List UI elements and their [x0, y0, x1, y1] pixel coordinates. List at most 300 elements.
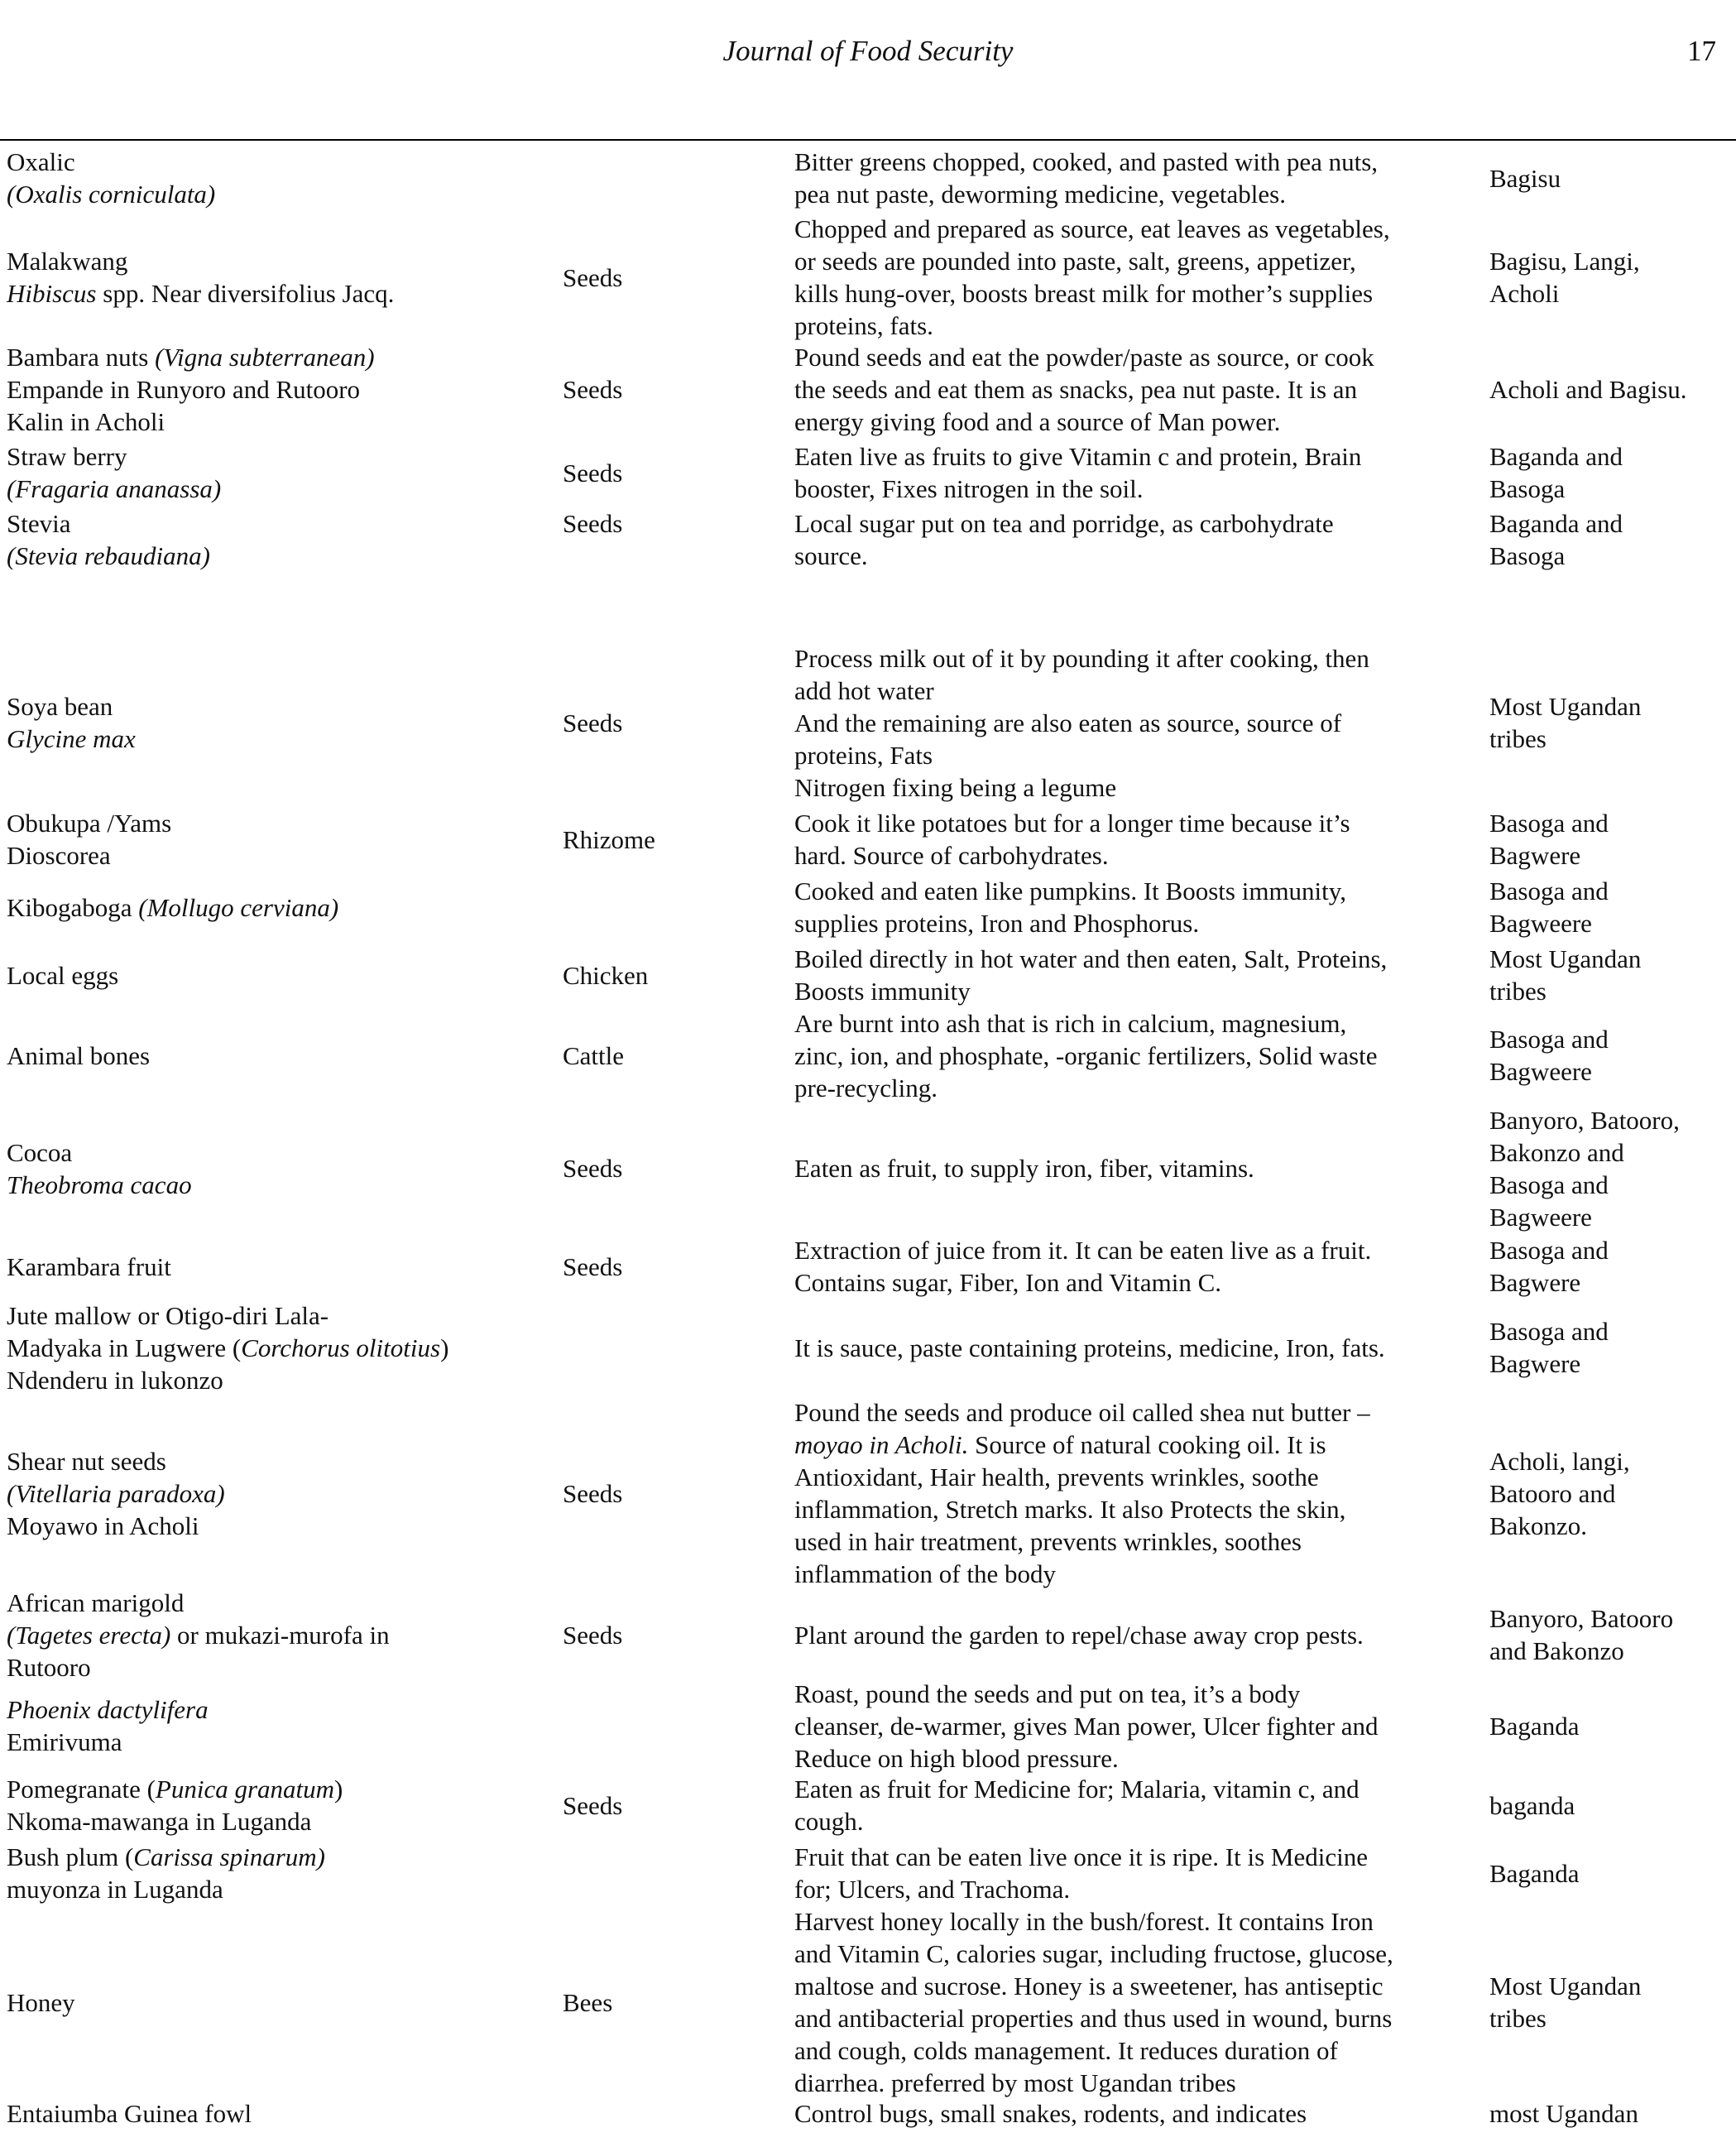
uses-cell — [794, 1102, 1456, 1235]
uses-cell-line — [794, 707, 1456, 739]
tribes-cell-line — [1489, 1201, 1729, 1233]
table-row — [0, 2097, 1736, 2147]
tribes-cell — [1489, 1009, 1729, 1102]
source-cell — [563, 1589, 778, 1680]
table-row — [0, 214, 1736, 341]
uses-cell-line — [794, 675, 1456, 707]
uses-cell-line — [794, 341, 1456, 373]
food-name-cell — [7, 1589, 553, 1680]
source-cell — [563, 142, 778, 214]
food-name-cell-line — [7, 723, 553, 755]
uses-cell-line — [794, 1970, 1456, 2002]
text-segment: Acholi, langi, — [1489, 1446, 1630, 1476]
tribes-cell-line — [1489, 507, 1729, 540]
text-segment: Nitrogen fixing being a legume — [794, 772, 1117, 802]
food-name-cell-line — [7, 1841, 553, 1873]
food-name-cell-line — [7, 1805, 553, 1837]
tribes-cell — [1489, 941, 1729, 1009]
table-row — [0, 142, 1736, 214]
source-cell — [563, 1235, 778, 1298]
uses-cell — [794, 1589, 1456, 1680]
text-segment: Bambara nuts — [7, 343, 156, 372]
italic-text: (Vitellaria paradoxa) — [7, 1478, 225, 1508]
text-segment: Boosts immunity — [794, 977, 971, 1006]
tribes-cell-line — [1489, 473, 1729, 505]
tribes-cell-line — [1489, 1104, 1729, 1136]
table-row — [0, 1589, 1736, 1680]
source-cell-text: Rhizome — [563, 824, 655, 854]
food-name-cell — [7, 1009, 553, 1102]
text-segment: Cooked and eaten like pumpkins. It Boosts immunity, — [794, 877, 1347, 905]
tribes-cell-line — [1489, 875, 1729, 907]
text-segment: baganda — [1489, 1790, 1575, 1820]
tribes-cell-line — [1489, 162, 1729, 195]
italic-text: Theobroma cacao — [7, 1170, 192, 1199]
text-segment: Baganda — [1489, 1858, 1580, 1888]
uses-cell-line — [794, 943, 1456, 975]
tribes-cell — [1489, 142, 1729, 214]
food-name-cell-line — [7, 373, 553, 406]
text-segment: inflammation, Stretch marks. It also Protects the skin, — [794, 1495, 1346, 1524]
text-segment: Kalin in Acholi — [7, 407, 165, 436]
tribes-cell — [1489, 2097, 1729, 2147]
tribes-cell — [1489, 805, 1729, 873]
uses-cell — [794, 640, 1456, 805]
food-name-cell — [7, 873, 553, 941]
text-segment: Acholi and Bagisu. — [1489, 375, 1687, 404]
source-cell — [563, 805, 778, 873]
tribes-cell — [1489, 1397, 1729, 1589]
text-segment: source. — [794, 541, 868, 570]
table-row — [0, 1298, 1736, 1397]
source-cell-text: Seeds — [563, 1478, 623, 1508]
text-segment: spp. Near diversifolius Jacq. — [96, 279, 395, 308]
text-segment: Bagisu — [1489, 163, 1561, 193]
text-segment: muyonza in Luganda — [7, 1875, 223, 1904]
text-segment: Baganda and — [1489, 509, 1623, 538]
source-cell-text: Seeds — [563, 509, 623, 538]
text-segment: proteins, fats. — [794, 311, 933, 340]
tribes-cell-line — [1489, 975, 1729, 1007]
text-segment: Eaten as fruit for Medicine for; Malaria, vitamin c, and — [794, 1775, 1360, 1804]
source-cell — [563, 1102, 778, 1235]
food-name-cell-line — [7, 839, 553, 872]
source-cell — [563, 873, 778, 941]
tribes-cell-line — [1489, 1055, 1729, 1088]
tribes-cell-line — [1489, 1857, 1729, 1890]
text-segment: Chopped and prepared as source, eat leaves as vegetables, — [794, 214, 1390, 243]
tribes-cell — [1489, 640, 1729, 805]
food-name-cell-line — [7, 1299, 553, 1332]
food-name-cell-line — [7, 1477, 553, 1510]
uses-cell-line — [794, 1805, 1456, 1837]
text-segment: ) — [440, 1333, 449, 1362]
tribes-cell — [1489, 1102, 1729, 1235]
uses-cell-line — [794, 213, 1456, 245]
text-segment: Shear nut seeds — [7, 1446, 166, 1476]
text-segment: diarrhea. preferred by most Ugandan tribes — [794, 2068, 1236, 2097]
text-segment: Dioscorea — [7, 841, 111, 870]
text-segment: proteins, Fats — [794, 740, 933, 770]
text-segment: Bagweere — [1489, 909, 1592, 938]
uses-cell — [794, 1839, 1456, 1907]
text-segment: Emirivuma — [7, 1727, 122, 1756]
italic-text: Glycine max — [7, 724, 136, 753]
tribes-cell-line — [1489, 373, 1729, 406]
food-name-cell — [7, 2097, 553, 2147]
table-row — [0, 1907, 1736, 2097]
source-cell — [563, 507, 778, 640]
text-segment: Harvest honey locally in the bush/forest. It contains Iron — [794, 1907, 1374, 1936]
text-segment: the seeds and eat them as snacks, pea nut paste. It is an — [794, 375, 1358, 404]
text-segment: Basoga and — [1489, 809, 1609, 838]
table-row — [0, 341, 1736, 438]
tribes-cell-line — [1489, 690, 1729, 723]
table-top-rule — [0, 139, 1736, 141]
food-name-cell-line — [7, 540, 553, 572]
text-segment: Acholi — [1489, 279, 1560, 308]
source-cell — [563, 438, 778, 507]
uses-cell-line — [794, 1742, 1456, 1775]
source-cell-text: Cattle — [563, 1040, 625, 1070]
text-segment: Bagweere — [1489, 1202, 1592, 1232]
text-segment: Soya bean — [7, 692, 113, 721]
text-segment: and Vitamin C, calories sugar, including fructose, glucose, — [794, 1939, 1393, 1968]
uses-cell-line — [794, 1493, 1456, 1525]
uses-cell-line — [794, 1461, 1456, 1493]
food-name-cell-line — [7, 341, 553, 373]
text-segment: Bagwere — [1489, 1349, 1581, 1378]
tribes-cell-line — [1489, 907, 1729, 939]
tribes-cell-line — [1489, 839, 1729, 872]
food-name-cell-line — [7, 440, 553, 473]
tribes-cell-line — [1489, 1477, 1729, 1510]
text-segment: tribes — [1489, 977, 1547, 1006]
food-name-cell — [7, 142, 553, 214]
text-segment: Stevia — [7, 509, 71, 538]
uses-cell-line — [794, 310, 1456, 342]
tribes-cell-line — [1489, 943, 1729, 975]
text-segment: Banyoro, Batooro, — [1489, 1105, 1680, 1135]
tribes-cell — [1489, 438, 1729, 507]
table-row — [0, 1009, 1736, 1102]
food-name-cell-line — [7, 1040, 553, 1072]
tribes-cell — [1489, 1298, 1729, 1397]
text-segment: Reduce on high blood pressure. — [794, 1743, 1119, 1773]
text-segment: Basoga and — [1489, 1236, 1609, 1265]
uses-cell — [794, 1009, 1456, 1102]
text-segment: pre-recycling. — [794, 1073, 938, 1102]
uses-cell-line — [794, 1525, 1456, 1558]
tribes-cell — [1489, 214, 1729, 341]
food-name-cell-line — [7, 1587, 553, 1619]
text-segment: Bitter greens chopped, cooked, and pasted with pea nuts, — [794, 147, 1379, 176]
text-segment: Pound the seeds and produce oil called shea nut butter – — [794, 1398, 1370, 1427]
food-name-cell-line — [7, 1445, 553, 1477]
uses-cell-line — [794, 1234, 1456, 1266]
tribes-cell-line — [1489, 2002, 1729, 2034]
text-segment: kills hung-over, boosts breast milk for mother’s supplies — [794, 279, 1374, 308]
tribes-cell-line — [1489, 245, 1729, 277]
text-segment: cleanser, de-warmer, gives Man power, Ulcer fighter and — [794, 1711, 1379, 1741]
text-segment: for; Ulcers, and Trachoma. — [794, 1875, 1071, 1904]
text-segment: Source of natural cooking oil. It is — [968, 1430, 1326, 1459]
source-cell — [563, 1839, 778, 1907]
uses-cell — [794, 1907, 1456, 2097]
table-row — [0, 873, 1736, 941]
text-segment: Fruit that can be eaten live once it is ripe. It is Medicine — [794, 1842, 1368, 1871]
text-segment: or seeds are pounded into paste, salt, greens, appetizer, — [794, 247, 1356, 276]
food-name-cell — [7, 1235, 553, 1298]
uses-cell — [794, 2097, 1456, 2147]
text-segment: Animal bones — [7, 1040, 151, 1070]
uses-cell-line — [794, 1558, 1456, 1590]
uses-cell-line — [794, 373, 1456, 406]
text-segment: Madyaka in Lugwere ( — [7, 1333, 242, 1362]
text-segment: add hot water — [794, 675, 934, 705]
italic-text: (Fragaria ananassa) — [7, 474, 222, 503]
source-cell-text: Seeds — [563, 1251, 623, 1281]
text-segment: tribes — [1489, 2004, 1547, 2033]
tribes-cell-line — [1489, 1266, 1729, 1299]
uses-cell-line — [794, 642, 1456, 675]
tribes-cell-line — [1489, 1635, 1729, 1667]
text-segment: most Ugandan — [1489, 2099, 1638, 2128]
text-segment: Batooro and — [1489, 1478, 1616, 1508]
text-segment: Obukupa /Yams — [7, 809, 172, 838]
uses-cell-line — [794, 2034, 1456, 2067]
food-name-cell-line — [7, 1364, 553, 1396]
text-segment: energy giving food and a source of Man power. — [794, 407, 1281, 436]
uses-cell-line — [794, 1678, 1456, 1710]
uses-cell-line — [794, 2002, 1456, 2034]
journal-title: Journal of Food Security — [722, 35, 1014, 67]
source-cell-text: Bees — [563, 1987, 613, 2017]
food-name-cell-line — [7, 1873, 553, 1905]
text-segment: Cocoa — [7, 1137, 73, 1167]
italic-text: (Stevia rebaudiana) — [7, 541, 210, 570]
tribes-cell — [1489, 1907, 1729, 2097]
table-row — [0, 805, 1736, 873]
uses-cell-line — [794, 1332, 1456, 1364]
uses-cell-line — [794, 1905, 1456, 1938]
text-segment: Empande in Runyoro and Rutooro — [7, 375, 361, 404]
text-segment: booster, Fixes nitrogen in the soil. — [794, 474, 1144, 503]
text-segment: Contains sugar, Fiber, Ion and Vitamin C. — [794, 1268, 1222, 1297]
text-segment: Boiled directly in hot water and then eaten, Salt, Proteins, — [794, 944, 1388, 973]
food-name-cell-line — [7, 1986, 553, 2019]
text-segment: Eaten live as fruits to give Vitamin c and protein, Brain — [794, 442, 1362, 471]
tribes-cell — [1489, 341, 1729, 438]
tribes-cell-line — [1489, 540, 1729, 572]
uses-cell — [794, 805, 1456, 873]
table-row — [0, 507, 1736, 640]
uses-cell — [794, 142, 1456, 214]
uses-cell — [794, 438, 1456, 507]
tribes-cell-line — [1489, 807, 1729, 839]
tribes-cell — [1489, 507, 1729, 640]
italic-text: (Oxalis corniculata) — [7, 180, 216, 209]
table-row — [0, 1397, 1736, 1589]
uses-cell-line — [794, 440, 1456, 473]
text-segment: Basoga and — [1489, 877, 1609, 905]
uses-cell-line — [794, 1429, 1456, 1461]
source-cell — [563, 640, 778, 805]
tribes-cell-line — [1489, 1445, 1729, 1477]
text-segment: and Bakonzo — [1489, 1636, 1624, 1665]
tribes-cell-line — [1489, 1234, 1729, 1266]
text-segment: Bagisu, Langi, — [1489, 247, 1640, 276]
source-cell-text: Seeds — [563, 375, 623, 404]
text-segment: Baganda and — [1489, 442, 1623, 471]
text-segment: Basoga — [1489, 541, 1566, 570]
uses-cell-line — [794, 839, 1456, 872]
tribes-cell-line — [1489, 1347, 1729, 1380]
food-name-cell-line — [7, 807, 553, 839]
uses-cell — [794, 1397, 1456, 1589]
source-cell-text: Seeds — [563, 1790, 623, 1820]
uses-cell-line — [794, 1266, 1456, 1299]
tribes-cell-line — [1489, 723, 1729, 755]
text-segment: Straw berry — [7, 442, 127, 471]
tribes-cell — [1489, 1680, 1729, 1771]
source-cell — [563, 1907, 778, 2097]
text-segment: Banyoro, Batooro — [1489, 1604, 1674, 1633]
source-cell — [563, 1771, 778, 1839]
tribes-cell-line — [1489, 1023, 1729, 1055]
text-segment: Bakonzo and — [1489, 1137, 1624, 1167]
food-name-cell-line — [7, 1251, 553, 1283]
text-segment: tribes — [1489, 724, 1547, 753]
text-segment: ) — [334, 1775, 343, 1804]
uses-cell-line — [794, 1396, 1456, 1429]
text-segment: Jute mallow or Otigo-diri Lala- — [7, 1300, 329, 1330]
italic-text: (Vigna subterranean) — [155, 343, 375, 372]
uses-cell — [794, 1298, 1456, 1397]
text-segment: It is sauce, paste containing proteins, medicine, Iron, fats. — [794, 1333, 1385, 1362]
food-name-cell — [7, 341, 553, 438]
food-name-cell-line — [7, 473, 553, 505]
uses-cell-line — [794, 907, 1456, 939]
text-segment: Local sugar put on tea and porridge, as carbohydrate — [794, 509, 1334, 538]
text-segment: Entaiumba Guinea fowl — [7, 2099, 252, 2128]
italic-text: Punica granatum — [155, 1775, 335, 1804]
uses-cell-line — [794, 146, 1456, 178]
food-name-cell-line — [7, 959, 553, 992]
text-segment: Most Ugandan — [1489, 692, 1642, 721]
italic-text: (Tagetes erecta) — [7, 1620, 171, 1650]
source-cell — [563, 1680, 778, 1771]
tribes-cell-line — [1489, 1510, 1729, 1542]
table-row — [0, 1235, 1736, 1298]
food-name-cell-line — [7, 178, 553, 210]
text-segment: Pound seeds and eat the powder/paste as source, or cook — [794, 343, 1374, 372]
text-segment: Plant around the garden to repel/chase away crop pests. — [794, 1620, 1364, 1650]
source-cell — [563, 214, 778, 341]
uses-cell-line — [794, 1152, 1456, 1184]
table-row — [0, 941, 1736, 1009]
text-segment: and cough, colds management. It reduces duration of — [794, 2036, 1338, 2065]
uses-cell-line — [794, 1007, 1456, 1040]
text-segment: hard. Source of carbohydrates. — [794, 841, 1109, 870]
food-name-cell — [7, 1102, 553, 1235]
text-segment: Ndenderu in lukonzo — [7, 1365, 223, 1395]
source-cell — [563, 1298, 778, 1397]
tribes-cell-line — [1489, 1315, 1729, 1347]
food-name-cell-line — [7, 1169, 553, 1201]
uses-cell-line — [794, 739, 1456, 771]
food-name-cell — [7, 214, 553, 341]
uses-cell — [794, 873, 1456, 941]
food-name-cell-line — [7, 1510, 553, 1542]
tribes-cell — [1489, 1839, 1729, 1907]
source-cell — [563, 341, 778, 438]
source-cell-text: Seeds — [563, 1620, 623, 1650]
text-segment: Extraction of juice from it. It can be eaten live as a fruit. — [794, 1236, 1372, 1265]
source-cell — [563, 1397, 778, 1589]
text-segment: Process milk out of it by pounding it after cooking, then — [794, 643, 1369, 673]
text-segment: Baganda — [1489, 1711, 1580, 1741]
tribes-cell — [1489, 1771, 1729, 1839]
food-name-cell-line — [7, 1619, 553, 1651]
uses-cell — [794, 1771, 1456, 1839]
uses-cell-line — [794, 1773, 1456, 1805]
text-segment: Basoga and — [1489, 1170, 1609, 1199]
italic-text: Phoenix dactylifera — [7, 1695, 209, 1724]
text-segment: Moyawo in Acholi — [7, 1511, 199, 1540]
tribes-cell-line — [1489, 1169, 1729, 1201]
uses-cell-line — [794, 771, 1456, 804]
text-segment: Basoga — [1489, 474, 1566, 503]
text-segment: Bagwere — [1489, 1268, 1581, 1297]
food-name-cell-line — [7, 146, 553, 178]
text-segment: Honey — [7, 1987, 75, 2017]
text-segment: Cook it like potatoes but for a longer time because it’s — [794, 809, 1350, 838]
food-name-cell — [7, 507, 553, 640]
food-name-cell-line — [7, 406, 553, 438]
source-cell — [563, 941, 778, 1009]
uses-cell — [794, 1680, 1456, 1771]
food-name-cell — [7, 1298, 553, 1397]
uses-cell-line — [794, 507, 1456, 540]
source-cell-text: Chicken — [563, 960, 649, 990]
table-row — [0, 1680, 1736, 1771]
text-segment: Local eggs — [7, 960, 119, 990]
uses-cell-line — [794, 178, 1456, 210]
text-segment: Roast, pound the seeds and put on tea, it’s a body — [794, 1679, 1301, 1708]
food-name-cell-line — [7, 1693, 553, 1726]
table-row — [0, 1839, 1736, 1907]
food-name-cell-line — [7, 1136, 553, 1169]
text-segment: zinc, ion, and phosphate, -organic fertilizers, Solid waste — [794, 1040, 1378, 1070]
uses-cell-line — [794, 1841, 1456, 1873]
food-name-cell — [7, 1907, 553, 2097]
text-segment: Nkoma-mawanga in Luganda — [7, 1807, 312, 1836]
text-segment: Basoga and — [1489, 1317, 1609, 1346]
text-segment: inflammation of the body — [794, 1559, 1056, 1588]
tribes-cell — [1489, 1589, 1729, 1680]
food-name-cell — [7, 941, 553, 1009]
text-segment: Eaten as fruit, to supply iron, fiber, vitamins. — [794, 1154, 1254, 1183]
text-segment: pea nut paste, deworming medicine, vegetables. — [794, 180, 1286, 209]
source-cell-text: Seeds — [563, 1154, 623, 1183]
uses-cell — [794, 941, 1456, 1009]
uses-cell-line — [794, 277, 1456, 310]
uses-cell-line — [794, 1619, 1456, 1651]
tribes-cell-line — [1489, 277, 1729, 310]
uses-cell-line — [794, 875, 1456, 907]
text-segment: supplies proteins, Iron and Phosphorus. — [794, 909, 1200, 938]
